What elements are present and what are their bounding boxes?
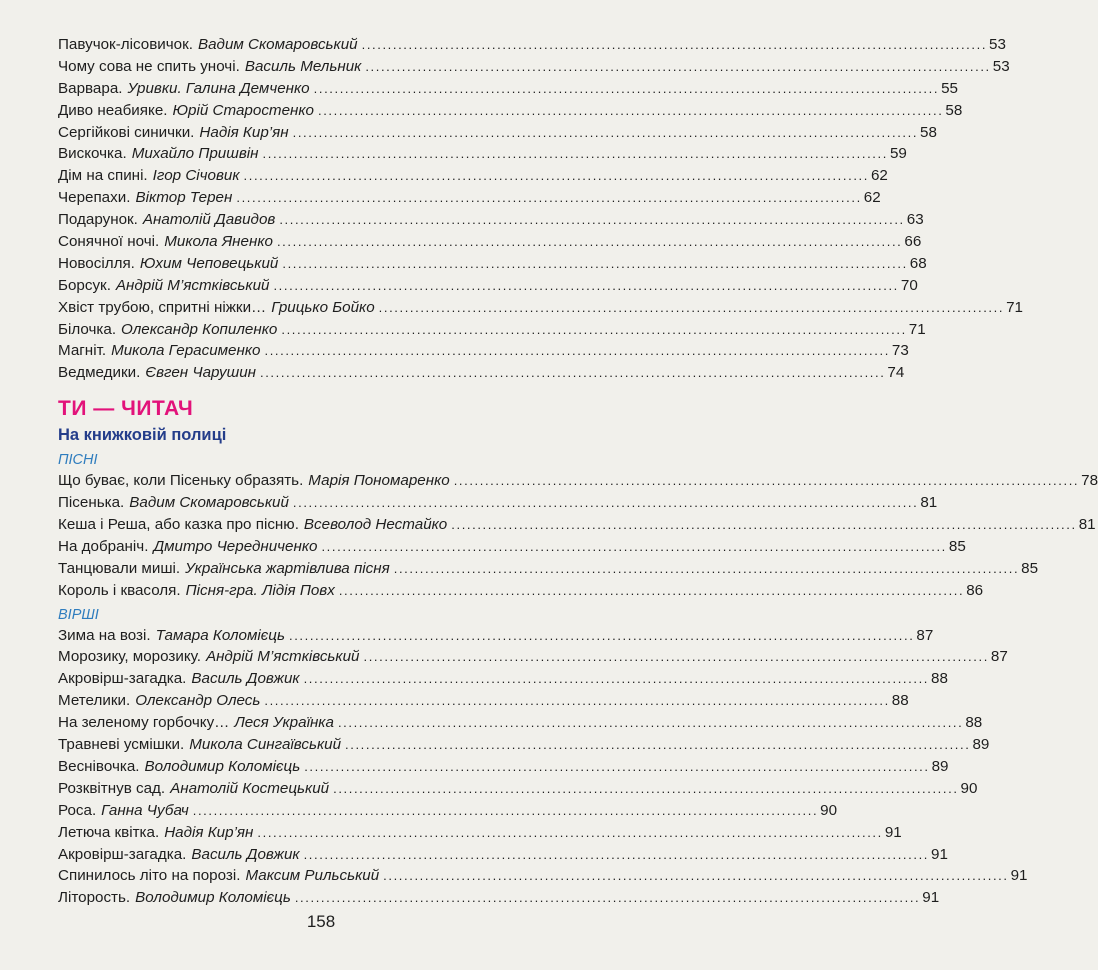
toc-entry <box>58 778 978 800</box>
dot-leader: ........................................................................................................................ <box>393 560 1020 576</box>
entry-page: 58 <box>945 101 963 119</box>
toc-entry <box>58 209 924 231</box>
entry-author: Всеволод Нестайко <box>303 516 448 534</box>
entry-author: Пісня-гра. Лідія Повх <box>185 581 335 599</box>
toc-entry <box>58 78 958 100</box>
dot-leader: ........................................................................................................................ <box>236 190 862 206</box>
toc-entry <box>58 558 1039 580</box>
entry-title: Хвіст трубою, спритні ніжки… <box>58 298 267 316</box>
dot-leader: ........................................................................................................................ <box>365 58 991 74</box>
toc-entry <box>58 319 926 341</box>
entry-page: 53 <box>992 57 1010 75</box>
dot-leader: ........................................................................................................................ <box>243 168 869 184</box>
entry-title: Акровірш-загадка. <box>58 845 187 863</box>
entry-page: 86 <box>966 581 984 599</box>
dot-leader: ........................................................................................................................ <box>262 146 888 162</box>
dot-leader: ........................................................................................................................ <box>318 102 944 118</box>
dot-leader: ........................................................................................................................ <box>288 627 915 643</box>
entry-title: Пісенька. <box>58 494 125 512</box>
toc-entry <box>58 690 909 712</box>
entry-title: Сонячної ночі. <box>58 233 160 251</box>
entry-author: Вадим Скомаровський <box>197 36 358 53</box>
entry-title: Кеша і Реша, або казка про пісню. <box>58 516 299 534</box>
toc-entry <box>58 536 966 558</box>
dot-leader: ........................................................................................................................ <box>345 737 971 753</box>
toc-list-poems <box>58 625 1028 910</box>
section-title: ТИ — ЧИТАЧ <box>58 397 194 421</box>
entry-title: Борсук. <box>58 276 111 294</box>
entry-author: Василь Довжик <box>191 845 300 863</box>
dot-leader: ........................................................................................................................ <box>264 343 890 359</box>
dot-leader: ........................................................................................................................ <box>338 582 965 598</box>
entry-title: Новосілля. <box>58 254 135 272</box>
entry-page: 85 <box>1021 559 1039 577</box>
entry-page: 91 <box>1010 867 1028 885</box>
entry-author: Надія Кир’ян <box>199 123 289 141</box>
entry-title: Веснівочка. <box>58 757 140 775</box>
toc-list-songs <box>58 470 1098 601</box>
dot-leader: ........................................................................................................................ <box>378 299 1005 315</box>
entry-author: Андрій М’ястківський <box>115 276 270 294</box>
entry-author: Олександр Олесь <box>135 692 261 710</box>
entry-author: Вадим Скомаровський <box>129 494 289 512</box>
entry-page: 73 <box>891 342 909 360</box>
entry-title: Травневі усмішки. <box>58 736 185 754</box>
entry-author: Дмитро Чередниченко <box>153 537 318 555</box>
page-number: 158 <box>306 912 336 931</box>
entry-author: Леся Українка <box>234 714 334 732</box>
toc-entry <box>58 297 1023 319</box>
toc-entry <box>58 122 937 144</box>
dot-leader: ........................................................................................................................ <box>453 473 1080 489</box>
dot-leader: ........................................................................................................................ <box>383 868 1009 884</box>
toc-entry <box>58 887 940 909</box>
entry-page: 90 <box>960 779 978 797</box>
toc-entry <box>58 34 1006 56</box>
entry-title: Подарунок. <box>58 211 138 229</box>
songs-heading: ПІСНІ <box>58 452 98 469</box>
dot-leader: ........................................................................................................................ <box>337 715 964 731</box>
entry-page: 89 <box>931 757 949 775</box>
entry-page: 89 <box>972 736 990 754</box>
toc-list-top <box>58 34 1023 384</box>
entry-title: Черепахи. <box>58 189 131 207</box>
toc-entry <box>58 100 963 122</box>
dot-leader: ........................................................................................................................ <box>363 649 989 665</box>
toc-entry <box>58 56 1010 78</box>
entry-page: 91 <box>922 889 940 907</box>
entry-title: Сергійкові синички. <box>58 123 195 141</box>
dot-leader: ........................................................................................................................ <box>273 277 899 293</box>
entry-author: Микола Сингаївський <box>189 736 342 754</box>
dot-leader: ........................................................................................................................ <box>292 495 919 511</box>
dot-leader: ........................................................................................................................ <box>303 671 929 687</box>
toc-entry <box>58 340 909 362</box>
entry-author: Юхим Чеповецький <box>139 254 279 272</box>
entry-page: 63 <box>906 211 924 229</box>
entry-title: Павучок-лісовичок. <box>58 36 193 53</box>
dot-leader: ........................................................................................................................ <box>333 780 959 796</box>
entry-author: Тамара Коломієць <box>155 626 285 644</box>
entry-page: 74 <box>887 364 905 382</box>
entry-author: Ігор Січовик <box>152 167 240 185</box>
entry-page: 91 <box>931 845 948 863</box>
dot-leader: ........................................................................................................................ <box>451 517 1077 533</box>
entry-page: 85 <box>948 537 966 555</box>
entry-page: 90 <box>820 801 838 819</box>
entry-title: Танцювали миші. <box>58 559 181 577</box>
entry-page: 87 <box>916 626 934 644</box>
toc-entry <box>58 253 927 275</box>
dot-leader: ........................................................................................................................ <box>257 824 883 840</box>
poems-heading: ВІРШІ <box>58 606 99 623</box>
entry-title: Варвара. <box>58 79 123 97</box>
dot-leader: ........................................................................................................................ <box>292 124 919 140</box>
toc-entry <box>58 844 948 866</box>
toc-entry <box>58 646 1008 668</box>
entry-author: Володимир Коломієць <box>135 889 291 907</box>
entry-page: 87 <box>990 648 1008 666</box>
entry-page: 62 <box>863 189 881 207</box>
entry-page: 71 <box>1006 298 1023 316</box>
dot-leader: ........................................................................................................................ <box>294 890 921 906</box>
entry-author: Михайло Пришвін <box>131 145 259 163</box>
dot-leader: ........................................................................................................................ <box>264 693 890 709</box>
entry-page: 91 <box>884 823 902 841</box>
subsection-title: На книжковій полиці <box>58 426 227 445</box>
dot-leader: ........................................................................................................................ <box>303 846 929 862</box>
entry-title: Морозику, морозику. <box>58 648 201 666</box>
entry-title: Спинилось літо на порозі. <box>58 867 241 885</box>
dot-leader: ........................................................................................................................ <box>279 212 905 228</box>
entry-author: Андрій М’ястківський <box>205 648 360 666</box>
entry-author: Уривки. Галина Демченко <box>127 79 310 97</box>
entry-author: Володимир Коломієць <box>144 757 301 775</box>
entry-title: Зима на возі. <box>58 626 151 644</box>
entry-author: Анатолій Давидов <box>142 211 276 229</box>
dot-leader: ........................................................................................................................ <box>361 37 988 52</box>
entry-page: 81 <box>1078 516 1096 534</box>
entry-author: Українська жартівлива пісня <box>185 559 390 577</box>
entry-author: Максим Рильський <box>245 867 380 885</box>
entry-title: Роса. <box>58 801 97 819</box>
toc-entry <box>58 625 934 647</box>
toc-entry <box>58 470 1098 492</box>
toc-entry <box>58 800 838 822</box>
entry-title: Магніт. <box>58 342 107 360</box>
dot-leader: ........................................................................................................................ <box>282 255 908 271</box>
toc-entry <box>58 231 922 253</box>
entry-author: Анатолій Костецький <box>170 779 330 797</box>
entry-page: 59 <box>889 145 907 163</box>
toc-entry <box>58 734 990 756</box>
toc-entry <box>58 514 1096 536</box>
entry-title: Диво неабияке. <box>58 101 168 119</box>
entry-author: Микола Яненко <box>164 233 273 251</box>
entry-title: Ведмедики. <box>58 364 141 382</box>
entry-page: 71 <box>908 320 926 338</box>
entry-page: 62 <box>870 167 888 185</box>
toc-entry <box>58 165 888 187</box>
entry-page: 81 <box>920 494 938 512</box>
entry-author: Марія Пономаренко <box>308 472 450 490</box>
entry-title: Летюча квітка. <box>58 823 160 841</box>
toc-entry <box>58 822 902 844</box>
entry-author: Надія Кир’ян <box>164 823 254 841</box>
toc-entry <box>58 143 907 165</box>
entry-author: Василь Мельник <box>244 57 362 75</box>
entry-title: На добраніч. <box>58 537 149 555</box>
dot-leader: ........................................................................................................................ <box>313 80 940 96</box>
dot-leader: ........................................................................................................................ <box>192 802 819 818</box>
entry-page: 88 <box>931 670 948 688</box>
entry-author: Олександр Копиленко <box>121 320 278 338</box>
dot-leader: ........................................................................................................................ <box>260 365 886 381</box>
entry-page: 55 <box>941 79 958 97</box>
entry-page: 78 <box>1081 472 1098 490</box>
entry-title: Літорость. <box>58 889 131 907</box>
entry-page: 66 <box>904 233 922 251</box>
toc-entry <box>58 756 949 778</box>
toc-entry <box>58 865 1028 887</box>
entry-page: 88 <box>891 692 909 710</box>
entry-title: Метелики. <box>58 692 131 710</box>
entry-author: Юрій Старостенко <box>172 101 314 119</box>
entry-page: 88 <box>965 714 983 732</box>
toc-entry <box>58 580 984 602</box>
entry-author: Євген Чарушин <box>145 364 256 382</box>
toc-entry <box>58 362 905 384</box>
entry-title: Чому сова не спить уночі. <box>58 57 240 75</box>
entry-page: 53 <box>989 36 1006 53</box>
dot-leader: ........................................................................................................................ <box>304 758 930 774</box>
entry-title: Король і квасоля. <box>58 581 181 599</box>
entry-title: Дім на спині. <box>58 167 148 185</box>
dot-leader: ........................................................................................................................ <box>321 538 947 554</box>
entry-page: 58 <box>920 123 937 141</box>
entry-title: Білочка. <box>58 320 117 338</box>
entry-author: Микола Герасименко <box>111 342 261 360</box>
entry-title: Що буває, коли Пісеньку образять. <box>58 472 304 490</box>
toc-entry <box>58 187 881 209</box>
entry-author: Василь Довжик <box>191 670 300 688</box>
entry-page: 70 <box>900 276 918 294</box>
toc-entry <box>58 712 983 734</box>
entry-title: Розквітнув сад. <box>58 779 166 797</box>
entry-title: Вискочка. <box>58 145 127 163</box>
entry-author: Віктор Терен <box>135 189 233 207</box>
entry-title: Акровірш-загадка. <box>58 670 187 688</box>
dot-leader: ........................................................................................................................ <box>281 321 907 337</box>
entry-page: 68 <box>909 254 927 272</box>
dot-leader: ........................................................................................................................ <box>276 234 903 250</box>
entry-title: На зеленому горбочку… <box>58 714 230 732</box>
entry-author: Ганна Чубач <box>101 801 189 819</box>
entry-author: Грицько Бойко <box>271 298 375 316</box>
table-of-contents <box>58 34 1098 909</box>
toc-entry <box>58 492 938 514</box>
toc-entry <box>58 668 948 690</box>
toc-entry <box>58 275 918 297</box>
